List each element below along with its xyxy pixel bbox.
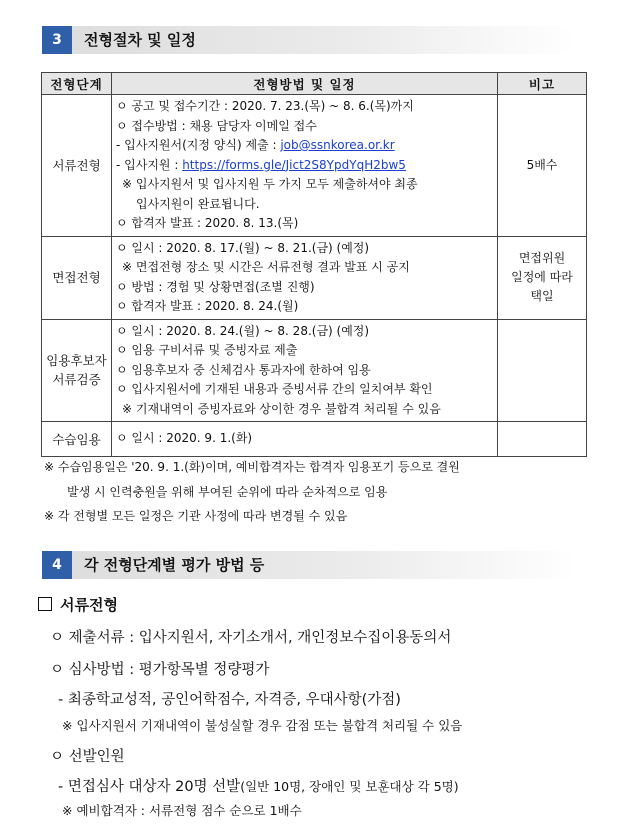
table-row — [42, 422, 587, 457]
list-item: ㅇ 임용 구비서류 및 증빙자료 제출 — [116, 343, 298, 357]
subheading-text: 서류전형 — [60, 596, 118, 614]
list-item-text: - 입사지원 : — [116, 157, 183, 172]
list-item — [116, 136, 494, 156]
list-item: ㅇ 선발인원 — [50, 749, 125, 765]
list-item-text: - 입사지원서(지정 양식) 제출 : — [116, 138, 281, 152]
list-item — [116, 156, 494, 176]
section-3-title: 전형절차 및 일정 — [84, 31, 196, 49]
list-item: ㅇ 합격자 발표 : 2020. 8. 24.(월) — [116, 299, 299, 313]
section-3-number: 3 — [42, 26, 72, 54]
footnote: ※ 각 전형별 모든 일정은 기관 사정에 따라 변경될 수 있음 — [44, 509, 348, 523]
header-note: 비고 — [498, 73, 587, 95]
list-item: ㅇ 접수방법 : 채용 담당자 이메일 접수 — [116, 118, 317, 133]
table-row — [42, 95, 587, 237]
header-stage: 전형단계 — [42, 73, 112, 95]
stage-candidate-verification — [42, 319, 112, 422]
list-item: ㅇ 합격자 발표 : 2020. 8. 13.(목) — [116, 216, 299, 230]
list-item-text: - 면접심사 대상자 20명 선발 — [58, 779, 241, 795]
application-form-link[interactable]: https://forms.gle/Jict2S8YpdYqH2bw5 — [182, 157, 406, 172]
note-line: 면접위원 — [518, 251, 566, 265]
section-3-header — [42, 26, 578, 54]
list-item: ※ 입사지원서 및 입사지원 두 가지 모두 제출하셔야 최종 — [122, 177, 418, 191]
note-line: 일정에 따라 — [511, 270, 573, 284]
stage-probation: 수습임용 — [42, 422, 112, 457]
method-interview — [112, 236, 498, 319]
header-method: 전형방법 및 일정 — [112, 73, 498, 95]
subheading-document-screening — [38, 594, 118, 615]
stage-line: 서류검증 — [52, 372, 101, 388]
list-item: ※ 기재내역이 증빙자료와 상이한 경우 불합격 처리될 수 있음 — [122, 401, 441, 416]
method-probation — [112, 422, 498, 457]
list-item: 입사지원이 완료됩니다. — [136, 196, 260, 211]
stage-interview: 면접전형 — [42, 236, 112, 319]
footnote: ※ 수습임용일은 '20. 9. 1.(화)이며, 예비합격자는 합격자 임용포기 등으로 결원 — [44, 460, 460, 474]
method-candidate-verification — [112, 319, 498, 422]
note-line: 택일 — [530, 289, 554, 303]
stage-document-screening: 서류전형 — [42, 95, 112, 237]
section-4-header — [42, 551, 578, 579]
section-4-title: 각 전형단계별 평가 방법 등 — [84, 556, 265, 574]
list-item: ※ 예비합격자 : 서류전형 점수 순으로 1배수 — [62, 803, 302, 818]
schedule-table — [41, 72, 587, 457]
list-item: ㅇ 일시 : 2020. 8. 24.(월) ~ 8. 28.(금) (예정) — [116, 323, 370, 338]
note-probation — [498, 422, 587, 457]
list-item — [58, 775, 459, 796]
list-item: ㅇ 공고 및 접수기간 : 2020. 7. 23.(목) ~ 8. 6.(목)까지 — [116, 99, 414, 113]
list-item: ㅇ 일시 : 2020. 9. 1.(화) — [116, 431, 253, 446]
stage-line: 임용후보자 — [46, 353, 107, 369]
note-interview — [498, 236, 587, 319]
checkbox-icon — [38, 597, 52, 611]
list-item: ※ 입사지원서 기재내역이 불성실할 경우 감점 또는 불합격 처리될 수 있음 — [62, 718, 463, 733]
list-item: ㅇ 입사지원서에 기재된 내용과 증빙서류 간의 일치여부 확인 — [116, 382, 433, 396]
table-row — [42, 236, 587, 319]
list-item-detail: (일반 10명, 장애인 및 보훈대상 각 5명) — [240, 779, 459, 794]
email-link[interactable]: job@ssnkorea.or.kr — [280, 138, 395, 152]
list-item: ㅇ 일시 : 2020. 8. 17.(월) ~ 8. 21.(금) (예정) — [116, 240, 370, 255]
note-candidate-verification — [498, 319, 587, 422]
note-document-screening: 5배수 — [498, 95, 587, 237]
table-header-row — [42, 73, 587, 95]
section-4-number: 4 — [42, 551, 72, 579]
method-document-screening — [112, 95, 498, 237]
list-item: ㅇ 심사방법 : 평가항목별 정량평가 — [50, 662, 270, 678]
list-item: - 최종학교성적, 공인어학점수, 자격증, 우대사항(가점) — [58, 692, 401, 708]
list-item: ㅇ 제출서류 : 입사지원서, 자기소개서, 개인정보수집이용동의서 — [50, 630, 452, 646]
list-item: ㅇ 방법 : 경험 및 상황면접(조별 진행) — [116, 279, 315, 294]
list-item: ㅇ 임용후보자 중 신체검사 통과자에 한하여 임용 — [116, 362, 371, 377]
list-item: ※ 면접전형 장소 및 시간은 서류전형 결과 발표 시 공지 — [122, 260, 410, 274]
table-row — [42, 319, 587, 422]
footnote: 발생 시 인력충원을 위해 부여된 순위에 따라 순차적으로 임용 — [67, 485, 388, 499]
